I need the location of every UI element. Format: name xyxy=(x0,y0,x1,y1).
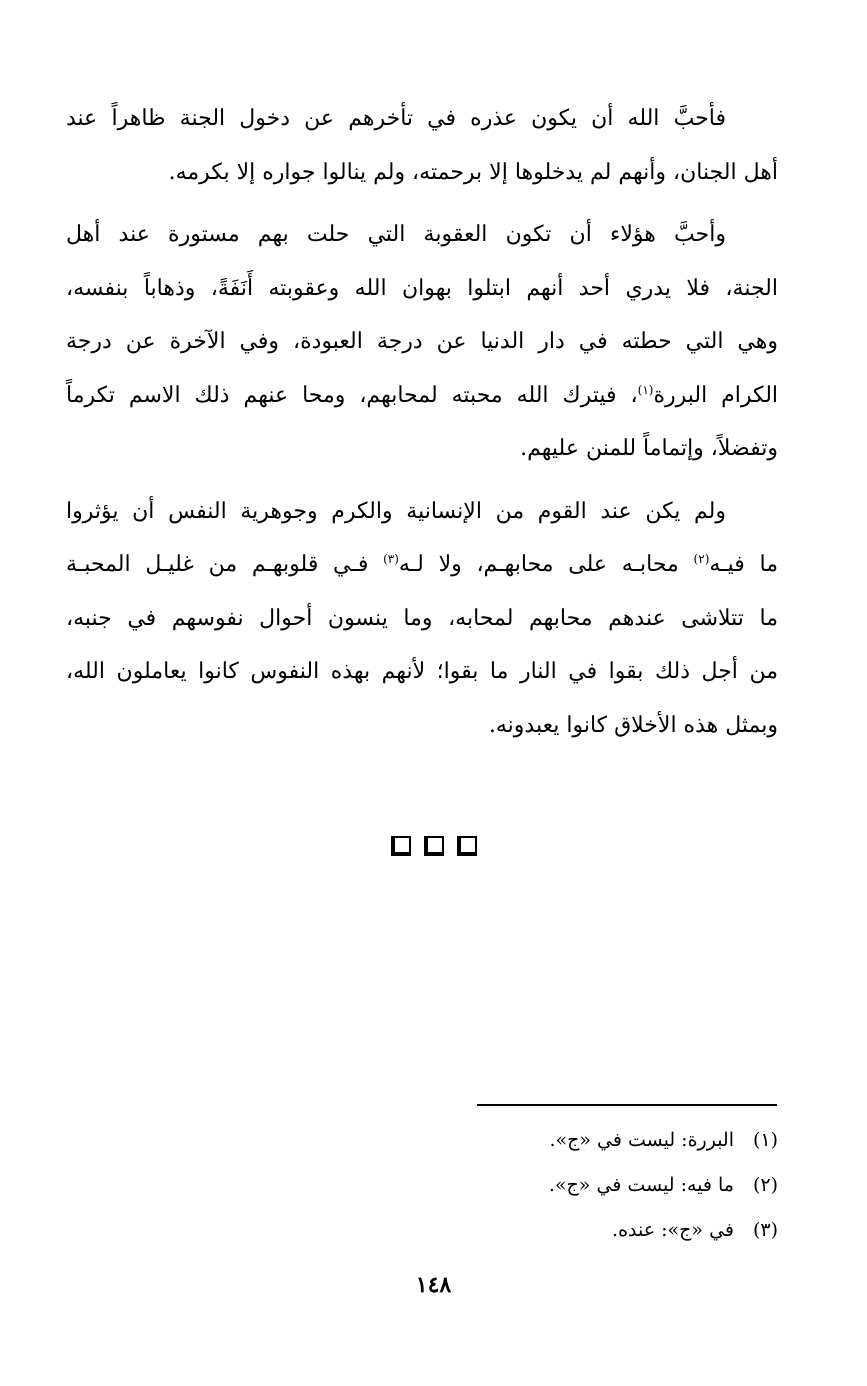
text-segment: فـي قلوبهـم من غليـل المحبـة xyxy=(66,552,384,577)
square-ornament-icon xyxy=(424,836,444,856)
footnote-2 xyxy=(300,1163,778,1208)
page-number: ١٤٨ xyxy=(415,1272,452,1298)
paragraph-3 xyxy=(66,485,778,753)
square-ornament-icon xyxy=(391,836,411,856)
text-segment: محابـه على محابهـم، ولا لـه xyxy=(398,552,694,577)
text-line: أهل الجنان، وأنهم لم يدخلوها إلا برحمته، ولم ينالوا جواره إلا بكرمه. xyxy=(168,159,778,185)
text-segment: ما فيـه xyxy=(709,552,778,577)
text-line: فأحبَّ الله أن يكون عذره في تأخرهم عن دخول الجنة ظاهراً عند xyxy=(66,106,726,131)
text-segment: الكرام البررة xyxy=(653,382,779,408)
footnote-text: البررة: ليست في «ج». xyxy=(549,1129,734,1151)
paragraph-1 xyxy=(66,92,778,199)
text-line: وتفضلاً، وإتماماً للمنن عليهم. xyxy=(520,436,778,461)
footnote-number: (١) xyxy=(752,1129,778,1151)
footnote-number: (٣) xyxy=(752,1219,778,1241)
page-body xyxy=(66,92,778,761)
text-segment: ، فيترك الله محبته لمحابهم، ومحا عنهم ذلك الاسم تكرماً xyxy=(66,382,638,408)
footnote-text: في «ج»: عنده. xyxy=(612,1219,734,1241)
text-line: وبمثل هذه الأخلاق كانوا يعبدونه. xyxy=(488,712,778,738)
text-line: ولم يكن عند القوم من الإنسانية والكرم وجوهرية النفس أن يؤثروا xyxy=(66,498,726,524)
footnote-divider xyxy=(477,1104,777,1106)
text-line: ما تتلاشى عندهم محابهم لمحابه، وما ينسون أحوال نفوسهم في جنبه، xyxy=(66,605,778,631)
footnote-marker-1[interactable]: (١) xyxy=(637,382,654,397)
footnote-1 xyxy=(300,1118,778,1163)
text-line: وهي التي حطته في دار الدنيا عن درجة العبودة، وفي الآخرة عن درجة xyxy=(66,329,778,354)
text-line: وأحبَّ هؤلاء أن تكون العقوبة التي حلت بهم مستورة عند أهل xyxy=(66,222,726,247)
footnote-marker-2[interactable]: (٢) xyxy=(693,552,710,566)
section-separator xyxy=(0,833,867,861)
footnotes xyxy=(300,1118,778,1253)
footnote-text: ما فيه: ليست في «ج». xyxy=(548,1174,734,1196)
text-line xyxy=(66,369,778,423)
paragraph-2 xyxy=(66,208,778,476)
text-line: من أجل ذلك بقوا في النار ما بقوا؛ لأنهم بهذه النفوس كانوا يعاملون الله، xyxy=(66,659,778,684)
text-line xyxy=(66,538,778,592)
footnote-3 xyxy=(300,1208,778,1253)
footnote-marker-3[interactable]: (٣) xyxy=(383,552,399,566)
square-ornament-icon xyxy=(457,836,477,856)
footnote-number: (٢) xyxy=(752,1174,778,1196)
text-line: الجنة، فلا يدري أحد أنهم ابتلوا بهوان الله وعقوبته أَنَفَةً، وذهاباً بنفسه، xyxy=(66,275,778,301)
